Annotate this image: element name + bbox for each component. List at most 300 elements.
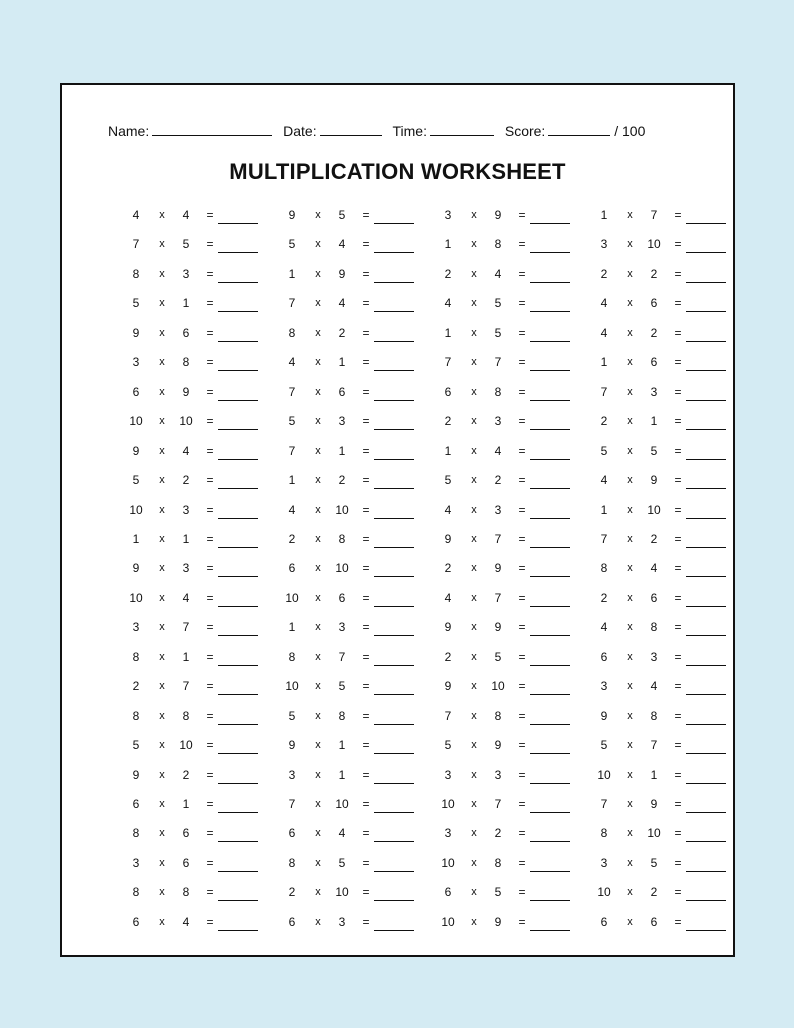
equals-sign: =: [518, 620, 526, 635]
factor-a: 7: [444, 708, 452, 723]
problem-row: [396, 205, 556, 225]
multiply-sign: x: [159, 356, 165, 369]
factor-b: 1: [182, 649, 190, 664]
multiply-sign: x: [471, 267, 477, 280]
factor-a: 9: [132, 443, 140, 458]
multiply-sign: x: [315, 886, 321, 899]
factor-b: 4: [338, 826, 346, 841]
problem-row: [84, 558, 244, 578]
equals-sign: =: [518, 826, 526, 841]
multiply-sign: x: [315, 209, 321, 221]
answer-blank[interactable]: [686, 678, 726, 695]
multiply-sign: x: [471, 444, 477, 457]
problem-row: [84, 293, 244, 313]
equals-sign: =: [362, 679, 370, 694]
answer-blank[interactable]: [686, 207, 726, 224]
problem-row: [396, 264, 556, 284]
factor-a: 9: [444, 679, 452, 694]
factor-a: 4: [288, 355, 296, 370]
factor-a: 4: [600, 296, 608, 311]
problem-column-3: [396, 205, 556, 945]
equals-sign: =: [206, 266, 214, 281]
multiply-sign: x: [627, 886, 633, 899]
factor-b: 10: [335, 502, 349, 517]
equals-sign: =: [518, 443, 526, 458]
answer-blank[interactable]: [686, 737, 726, 754]
factor-a: 1: [132, 531, 140, 546]
factor-b: 3: [650, 649, 658, 664]
equals-sign: =: [674, 708, 682, 723]
problem-row: [552, 529, 712, 549]
factor-a: 8: [600, 561, 608, 576]
problem-row: [240, 264, 400, 284]
answer-blank[interactable]: [686, 560, 726, 577]
factor-b: 6: [650, 590, 658, 605]
problem-row: [84, 676, 244, 696]
factor-b: 2: [650, 531, 658, 546]
factor-a: 6: [444, 885, 452, 900]
multiply-sign: x: [159, 886, 165, 899]
name-label: Name:: [108, 123, 150, 139]
factor-a: 1: [600, 355, 608, 370]
factor-a: 8: [132, 266, 140, 281]
multiply-sign: x: [471, 591, 477, 604]
multiply-sign: x: [315, 768, 321, 781]
answer-blank[interactable]: [686, 472, 726, 489]
answer-blank[interactable]: [686, 884, 726, 901]
problem-row: [396, 382, 556, 402]
factor-a: 3: [444, 826, 452, 841]
factor-b: 7: [494, 531, 502, 546]
equals-sign: =: [206, 914, 214, 929]
problem-row: [396, 882, 556, 902]
multiply-sign: x: [471, 532, 477, 545]
problem-row: [240, 647, 400, 667]
problem-row: [396, 794, 556, 814]
multiply-sign: x: [315, 415, 321, 428]
multiply-sign: x: [471, 915, 477, 928]
factor-b: 5: [494, 649, 502, 664]
problem-row: [396, 323, 556, 343]
multiply-sign: x: [627, 209, 633, 221]
factor-a: 6: [600, 914, 608, 929]
problem-row: [552, 765, 712, 785]
problem-row: [396, 529, 556, 549]
equals-sign: =: [362, 296, 370, 311]
factor-a: 10: [597, 885, 611, 900]
problem-row: [240, 234, 400, 254]
factor-b: 9: [338, 266, 346, 281]
factor-a: 1: [444, 325, 452, 340]
equals-sign: =: [674, 502, 682, 517]
factor-b: 8: [650, 620, 658, 635]
multiply-sign: x: [315, 591, 321, 604]
multiply-sign: x: [627, 267, 633, 280]
factor-b: 4: [494, 443, 502, 458]
factor-a: 3: [600, 679, 608, 694]
equals-sign: =: [206, 708, 214, 723]
equals-sign: =: [518, 414, 526, 429]
problem-row: [240, 853, 400, 873]
answer-blank[interactable]: [686, 325, 726, 342]
answer-blank[interactable]: [686, 914, 726, 931]
factor-b: 2: [494, 826, 502, 841]
factor-b: 4: [650, 679, 658, 694]
multiply-sign: x: [315, 650, 321, 663]
factor-b: 3: [182, 266, 190, 281]
factor-a: 2: [444, 649, 452, 664]
factor-a: 5: [444, 473, 452, 488]
multiply-sign: x: [471, 650, 477, 663]
factor-b: 2: [182, 767, 190, 782]
answer-blank[interactable]: [686, 502, 726, 519]
equals-sign: =: [206, 443, 214, 458]
answer-blank[interactable]: [686, 531, 726, 548]
multiply-sign: x: [471, 415, 477, 428]
factor-a: 4: [132, 208, 140, 222]
multiply-sign: x: [315, 680, 321, 693]
equals-sign: =: [518, 208, 526, 222]
answer-blank[interactable]: [686, 266, 726, 283]
factor-b: 1: [338, 443, 346, 458]
multiply-sign: x: [471, 209, 477, 221]
answer-blank[interactable]: [686, 825, 726, 842]
equals-sign: =: [518, 237, 526, 252]
equals-sign: =: [362, 384, 370, 399]
problem-row: [396, 617, 556, 637]
factor-b: 6: [338, 384, 346, 399]
factor-b: 9: [494, 738, 502, 753]
equals-sign: =: [674, 767, 682, 782]
factor-b: 10: [335, 885, 349, 900]
factor-a: 3: [288, 767, 296, 782]
equals-sign: =: [674, 531, 682, 546]
problem-row: [84, 735, 244, 755]
factor-b: 9: [494, 620, 502, 635]
factor-a: 9: [132, 767, 140, 782]
factor-b: 8: [182, 885, 190, 900]
factor-a: 7: [600, 384, 608, 399]
equals-sign: =: [362, 237, 370, 252]
time-field[interactable]: [392, 123, 493, 139]
equals-sign: =: [518, 885, 526, 900]
multiply-sign: x: [627, 709, 633, 722]
answer-blank[interactable]: [686, 413, 726, 430]
problem-row: [240, 205, 400, 225]
answer-blank[interactable]: [686, 619, 726, 636]
equals-sign: =: [206, 355, 214, 370]
multiply-sign: x: [627, 856, 633, 869]
factor-a: 10: [129, 414, 143, 429]
factor-b: 10: [647, 826, 661, 841]
equals-sign: =: [206, 855, 214, 870]
factor-b: 3: [182, 561, 190, 576]
problem-row: [84, 323, 244, 343]
factor-b: 1: [650, 767, 658, 782]
factor-a: 7: [132, 237, 140, 252]
equals-sign: =: [206, 561, 214, 576]
problem-row: [84, 912, 244, 932]
equals-sign: =: [206, 797, 214, 811]
factor-a: 1: [288, 473, 296, 488]
factor-b: 8: [494, 384, 502, 399]
equals-sign: =: [206, 237, 214, 252]
multiply-sign: x: [315, 562, 321, 575]
factor-a: 4: [600, 620, 608, 635]
factor-b: 6: [338, 590, 346, 605]
problem-row: [396, 853, 556, 873]
problem-row: [84, 441, 244, 461]
multiply-sign: x: [159, 856, 165, 869]
answer-blank[interactable]: [686, 443, 726, 460]
equals-sign: =: [674, 443, 682, 458]
problem-row: [240, 823, 400, 843]
problem-column-4: [552, 205, 712, 945]
date-label: Date:: [283, 123, 317, 139]
date-field[interactable]: [283, 123, 381, 139]
factor-b: 1: [650, 414, 658, 429]
factor-a: 8: [288, 855, 296, 870]
name-field[interactable]: [108, 123, 272, 139]
factor-b: 4: [182, 208, 190, 222]
answer-blank[interactable]: [686, 384, 726, 401]
factor-a: 6: [288, 561, 296, 576]
problem-row: [84, 411, 244, 431]
answer-blank[interactable]: [686, 236, 726, 253]
factor-a: 2: [444, 414, 452, 429]
problem-row: [396, 293, 556, 313]
answer-blank[interactable]: [686, 354, 726, 371]
problem-row: [240, 676, 400, 696]
equals-sign: =: [674, 208, 682, 222]
factor-b: 10: [491, 679, 505, 694]
multiply-sign: x: [471, 621, 477, 634]
answer-blank[interactable]: [686, 649, 726, 666]
factor-b: 6: [182, 855, 190, 870]
factor-a: 10: [129, 590, 143, 605]
answer-blank[interactable]: [686, 767, 726, 784]
multiply-sign: x: [627, 798, 633, 810]
factor-b: 9: [494, 914, 502, 929]
equals-sign: =: [206, 414, 214, 429]
multiply-sign: x: [471, 385, 477, 398]
factor-b: 6: [650, 914, 658, 929]
problem-row: [552, 735, 712, 755]
answer-blank[interactable]: [686, 855, 726, 872]
factor-a: 10: [129, 502, 143, 517]
factor-a: 5: [600, 443, 608, 458]
multiply-sign: x: [315, 503, 321, 516]
factor-b: 7: [338, 649, 346, 664]
factor-b: 9: [650, 473, 658, 488]
factor-b: 8: [494, 855, 502, 870]
factor-a: 5: [288, 414, 296, 429]
factor-b: 8: [338, 708, 346, 723]
problem-row: [240, 441, 400, 461]
equals-sign: =: [518, 296, 526, 311]
problem-row: [552, 323, 712, 343]
multiply-sign: x: [471, 503, 477, 516]
equals-sign: =: [362, 414, 370, 429]
problem-row: [552, 647, 712, 667]
equals-sign: =: [674, 414, 682, 429]
equals-sign: =: [674, 237, 682, 252]
equals-sign: =: [206, 502, 214, 517]
page-title: MULTIPLICATION WORKSHEET: [229, 159, 566, 184]
factor-b: 5: [650, 443, 658, 458]
multiply-sign: x: [627, 474, 633, 487]
factor-a: 3: [444, 767, 452, 782]
factor-b: 10: [179, 414, 193, 429]
equals-sign: =: [674, 590, 682, 605]
factor-a: 5: [132, 473, 140, 488]
factor-a: 10: [285, 590, 299, 605]
problem-row: [84, 647, 244, 667]
factor-a: 2: [600, 590, 608, 605]
factor-b: 4: [182, 443, 190, 458]
factor-a: 9: [444, 620, 452, 635]
multiply-sign: x: [627, 768, 633, 781]
problem-row: [396, 647, 556, 667]
factor-b: 4: [650, 561, 658, 576]
factor-a: 9: [288, 738, 296, 753]
answer-blank[interactable]: [686, 590, 726, 607]
problem-row: [84, 823, 244, 843]
factor-b: 7: [494, 590, 502, 605]
multiply-sign: x: [627, 297, 633, 310]
multiply-sign: x: [627, 562, 633, 575]
problem-row: [84, 264, 244, 284]
equals-sign: =: [206, 620, 214, 635]
factor-a: 4: [444, 296, 452, 311]
factor-b: 4: [338, 296, 346, 311]
equals-sign: =: [362, 266, 370, 281]
equals-sign: =: [518, 355, 526, 370]
multiply-sign: x: [315, 739, 321, 752]
multiply-sign: x: [315, 356, 321, 369]
multiply-sign: x: [159, 768, 165, 781]
problem-row: [552, 823, 712, 843]
factor-a: 9: [600, 708, 608, 723]
problem-row: [552, 205, 712, 225]
factor-a: 9: [132, 325, 140, 340]
student-info-header: [108, 123, 688, 139]
factor-b: 6: [650, 296, 658, 311]
problem-column-2: [240, 205, 400, 945]
problem-row: [84, 882, 244, 902]
multiply-sign: x: [315, 326, 321, 339]
equals-sign: =: [674, 266, 682, 281]
equals-sign: =: [674, 384, 682, 399]
equals-sign: =: [674, 797, 682, 811]
factor-b: 8: [650, 708, 658, 723]
multiply-sign: x: [159, 444, 165, 457]
multiply-sign: x: [627, 385, 633, 398]
multiply-sign: x: [471, 297, 477, 310]
equals-sign: =: [206, 738, 214, 753]
factor-a: 6: [288, 914, 296, 929]
factor-b: 3: [338, 620, 346, 635]
equals-sign: =: [674, 649, 682, 664]
multiply-sign: x: [471, 562, 477, 575]
multiply-sign: x: [471, 680, 477, 693]
equals-sign: =: [518, 738, 526, 753]
equals-sign: =: [518, 914, 526, 929]
multiply-sign: x: [315, 798, 321, 810]
problem-row: [240, 323, 400, 343]
factor-b: 2: [650, 325, 658, 340]
multiply-sign: x: [471, 886, 477, 899]
factor-b: 3: [494, 767, 502, 782]
factor-a: 3: [132, 355, 140, 370]
factor-b: 8: [182, 355, 190, 370]
equals-sign: =: [206, 649, 214, 664]
factor-a: 5: [132, 296, 140, 311]
factor-b: 2: [494, 473, 502, 488]
multiply-sign: x: [471, 856, 477, 869]
factor-b: 4: [338, 237, 346, 252]
problem-row: [84, 588, 244, 608]
factor-b: 5: [338, 208, 346, 222]
equals-sign: =: [362, 708, 370, 723]
equals-sign: =: [362, 502, 370, 517]
multiply-sign: x: [159, 503, 165, 516]
answer-blank[interactable]: [686, 295, 726, 312]
factor-b: 6: [182, 826, 190, 841]
factor-b: 1: [338, 355, 346, 370]
equals-sign: =: [206, 473, 214, 488]
factor-b: 2: [182, 473, 190, 488]
factor-a: 8: [132, 885, 140, 900]
multiply-sign: x: [159, 238, 165, 251]
multiply-sign: x: [471, 739, 477, 752]
equals-sign: =: [518, 473, 526, 488]
factor-a: 4: [288, 502, 296, 517]
equals-sign: =: [674, 738, 682, 753]
equals-sign: =: [362, 738, 370, 753]
factor-b: 10: [647, 237, 661, 252]
problem-row: [396, 441, 556, 461]
problem-row: [396, 912, 556, 932]
answer-blank[interactable]: [686, 796, 726, 813]
factor-a: 1: [600, 502, 608, 517]
problem-row: [240, 411, 400, 431]
answer-blank[interactable]: [686, 708, 726, 725]
multiply-sign: x: [159, 415, 165, 428]
equals-sign: =: [674, 855, 682, 870]
multiply-sign: x: [315, 915, 321, 928]
equals-sign: =: [674, 679, 682, 694]
problem-row: [84, 794, 244, 814]
problem-row: [240, 912, 400, 932]
factor-b: 8: [494, 708, 502, 723]
problem-row: [396, 411, 556, 431]
factor-a: 8: [132, 708, 140, 723]
score-field[interactable]: [505, 123, 646, 139]
equals-sign: =: [674, 355, 682, 370]
factor-a: 4: [444, 502, 452, 517]
problem-column-1: [84, 205, 244, 945]
factor-b: 6: [650, 355, 658, 370]
equals-sign: =: [206, 826, 214, 841]
multiply-sign: x: [627, 356, 633, 369]
factor-b: 1: [338, 738, 346, 753]
factor-b: 4: [182, 590, 190, 605]
multiply-sign: x: [159, 591, 165, 604]
equals-sign: =: [518, 561, 526, 576]
equals-sign: =: [362, 855, 370, 870]
multiply-sign: x: [159, 326, 165, 339]
